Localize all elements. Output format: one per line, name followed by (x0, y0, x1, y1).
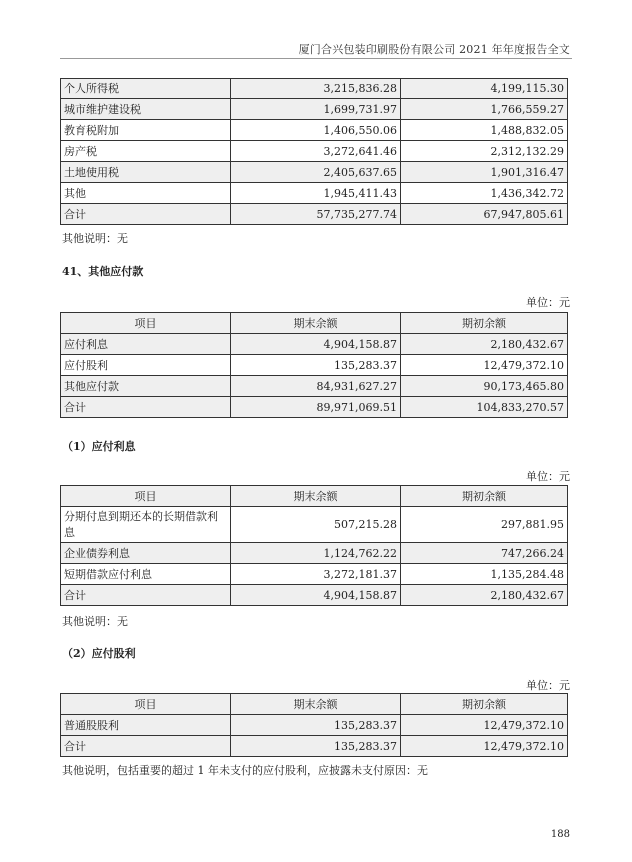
section-heading-dividends-payable: （2）应付股利 (62, 647, 136, 660)
table-row (61, 585, 568, 606)
table-row (61, 120, 568, 141)
row-end-balance: 135,283.37 (231, 736, 401, 757)
table-row (61, 715, 568, 736)
row-end-balance: 3,272,641.46 (231, 141, 401, 162)
row-begin-balance: 1,135,284.48 (401, 564, 568, 585)
row-end-balance: 89,971,069.51 (231, 397, 401, 418)
table-row (61, 79, 568, 99)
row-begin-balance: 1,901,316.47 (401, 162, 568, 183)
dividends-note: 其他说明，包括重要的超过 1 年未支付的应付股利，应披露未支付原因：无 (62, 764, 428, 777)
row-end-balance: 135,283.37 (231, 715, 401, 736)
table-header-row (61, 694, 568, 715)
table-row (61, 397, 568, 418)
table-header-row (61, 486, 568, 507)
row-begin-balance: 12,479,372.10 (401, 736, 568, 757)
row-end-balance: 4,904,158.87 (231, 585, 401, 606)
section-heading-41: 41、其他应付款 (62, 265, 144, 278)
table-row (61, 162, 568, 183)
table-row (61, 564, 568, 585)
column-header-item: 项目 (61, 486, 231, 507)
interest-note: 其他说明：无 (62, 615, 128, 628)
unit-label: 单位：元 (526, 470, 570, 483)
row-item: 应付股利 (61, 355, 231, 376)
row-begin-balance: 67,947,805.61 (401, 204, 568, 225)
row-item: 个人所得税 (61, 79, 231, 99)
column-header-begin-balance: 期初余额 (401, 486, 568, 507)
table-row (61, 507, 568, 543)
row-end-balance: 1,124,762.22 (231, 543, 401, 564)
interest-payable-table (60, 485, 568, 606)
row-item: 普通股股利 (61, 715, 231, 736)
tax-note: 其他说明：无 (62, 232, 128, 245)
table-header-row (61, 313, 568, 334)
page-number: 188 (550, 829, 570, 840)
row-end-balance: 84,931,627.27 (231, 376, 401, 397)
row-begin-balance: 1,766,559.27 (401, 99, 568, 120)
table-row (61, 334, 568, 355)
row-item: 其他应付款 (61, 376, 231, 397)
column-header-begin-balance: 期初余额 (401, 694, 568, 715)
row-item: 企业债券利息 (61, 543, 231, 564)
row-item: 合计 (61, 736, 231, 757)
row-end-balance: 1,699,731.97 (231, 99, 401, 120)
column-header-item: 项目 (61, 313, 231, 334)
row-begin-balance: 12,479,372.10 (401, 715, 568, 736)
row-end-balance: 2,405,637.65 (231, 162, 401, 183)
row-item: 合计 (61, 204, 231, 225)
table-row (61, 376, 568, 397)
column-header-end-balance: 期末余额 (231, 694, 401, 715)
report-header-title: 厦门合兴包装印刷股份有限公司 2021 年年度报告全文 (298, 43, 570, 56)
row-end-balance: 1,945,411.43 (231, 183, 401, 204)
row-end-balance: 3,215,836.28 (231, 79, 401, 99)
row-item: 城市维护建设税 (61, 99, 231, 120)
row-item: 其他 (61, 183, 231, 204)
table-row (61, 355, 568, 376)
row-begin-balance: 1,488,832.05 (401, 120, 568, 141)
column-header-begin-balance: 期初余额 (401, 313, 568, 334)
column-header-end-balance: 期末余额 (231, 313, 401, 334)
row-item: 房产税 (61, 141, 231, 162)
row-begin-balance: 104,833,270.57 (401, 397, 568, 418)
row-end-balance: 507,215.28 (231, 507, 401, 543)
row-end-balance: 1,406,550.06 (231, 120, 401, 141)
row-item: 分期付息到期还本的长期借款利息 (61, 507, 231, 543)
unit-label: 单位：元 (526, 296, 570, 309)
row-end-balance: 3,272,181.37 (231, 564, 401, 585)
row-begin-balance: 747,266.24 (401, 543, 568, 564)
row-end-balance: 4,904,158.87 (231, 334, 401, 355)
dividends-payable-table (60, 693, 568, 757)
header-divider (60, 58, 572, 59)
unit-label: 单位：元 (526, 679, 570, 692)
table-row (61, 183, 568, 204)
other-payables-table (60, 312, 568, 418)
row-end-balance: 57,735,277.74 (231, 204, 401, 225)
row-item: 短期借款应付利息 (61, 564, 231, 585)
row-begin-balance: 297,881.95 (401, 507, 568, 543)
row-item: 教育税附加 (61, 120, 231, 141)
column-header-end-balance: 期末余额 (231, 486, 401, 507)
row-item: 土地使用税 (61, 162, 231, 183)
section-heading-interest-payable: （1）应付利息 (62, 440, 136, 453)
row-begin-balance: 1,436,342.72 (401, 183, 568, 204)
table-row (61, 736, 568, 757)
row-begin-balance: 2,312,132.29 (401, 141, 568, 162)
row-item: 应付利息 (61, 334, 231, 355)
row-begin-balance: 12,479,372.10 (401, 355, 568, 376)
table-row (61, 99, 568, 120)
row-begin-balance: 2,180,432.67 (401, 334, 568, 355)
row-item: 合计 (61, 585, 231, 606)
table-row (61, 543, 568, 564)
row-begin-balance: 2,180,432.67 (401, 585, 568, 606)
row-end-balance: 135,283.37 (231, 355, 401, 376)
taxes-table (60, 78, 568, 225)
row-item: 合计 (61, 397, 231, 418)
row-begin-balance: 4,199,115.30 (401, 79, 568, 99)
row-begin-balance: 90,173,465.80 (401, 376, 568, 397)
table-row (61, 204, 568, 225)
column-header-item: 项目 (61, 694, 231, 715)
table-row (61, 141, 568, 162)
